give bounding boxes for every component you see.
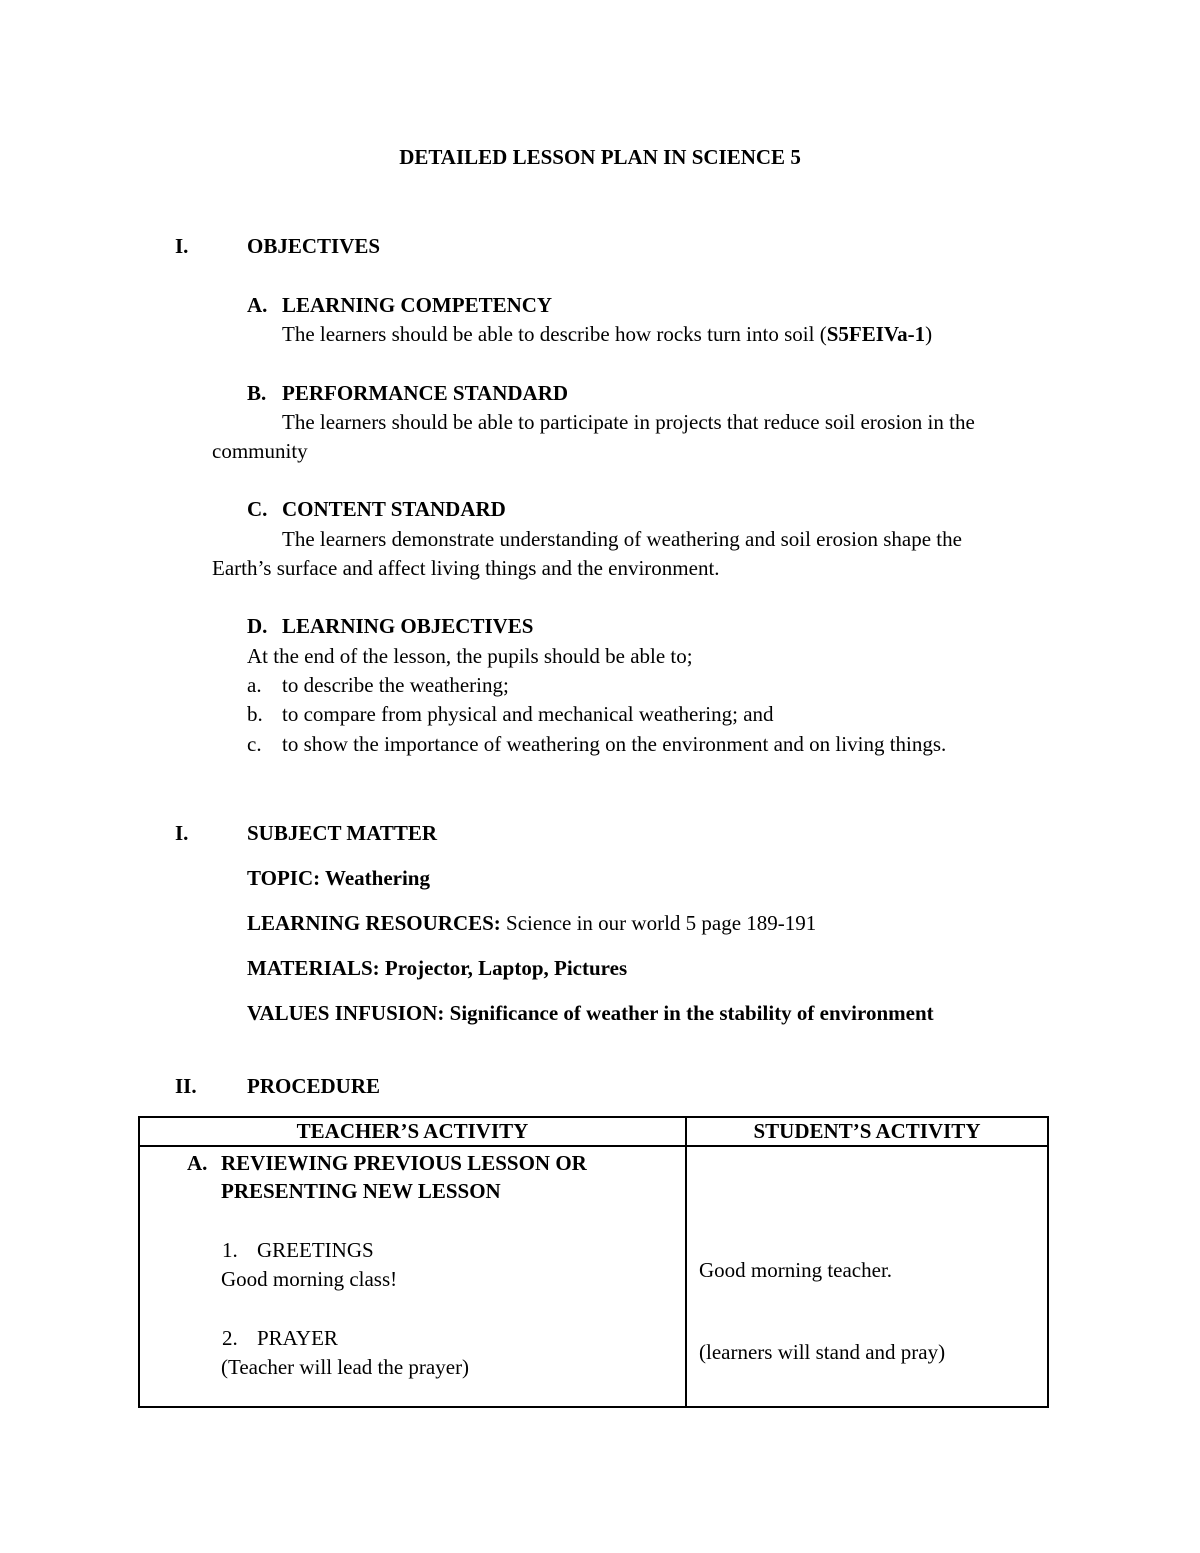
table-row [139,1146,1048,1407]
learning-competency-text [282,324,932,345]
item-letter: B. [247,381,267,405]
performance-standard-line1: The learners should be able to participate in projects that reduce soil erosion in the [282,410,975,434]
materials-line: MATERIALS: Projector, Laptop, Pictures [247,956,628,980]
performance-standard-line2: community [212,439,308,463]
competency-code: S5FEIVa-1 [826,322,926,346]
learning-competency-heading: LEARNING COMPETENCY [282,293,553,317]
content-standard-line2: Earth’s surface and affect living things and the environment. [212,556,720,580]
values-value: Significance of weather in the stability of environment [444,1001,934,1025]
student-activity-cell [686,1146,1048,1407]
resources-label: LEARNING RESOURCES: [247,911,501,935]
item-letter: C. [247,497,268,521]
topic-line: TOPIC: Weathering [247,866,430,890]
section-title-line1: REVIEWING PREVIOUS LESSON OR [221,1151,587,1175]
list-item: to describe the weathering; [282,673,509,697]
prayer-text: (Teacher will lead the prayer) [221,1355,470,1379]
learning-objectives-heading: LEARNING OBJECTIVES [282,614,534,638]
section-letter: A. [187,1151,208,1175]
greetings-text: Good morning class! [221,1267,398,1291]
teacher-activity-cell [139,1146,686,1407]
performance-standard-heading: PERFORMANCE STANDARD [282,381,569,405]
item-letter: D. [247,614,268,638]
student-prayer-reply: (learners will stand and pray) [699,1340,946,1364]
list-marker: 2. [222,1326,238,1350]
procedure-table [138,1116,1049,1408]
resources-line [247,913,816,934]
section-heading-procedure: PROCEDURE [247,1074,381,1098]
section-number: I. [175,234,189,258]
table-header-row [139,1117,1048,1146]
section-number: I. [175,821,189,845]
student-greeting-reply: Good morning teacher. [699,1258,893,1282]
content-standard-heading: CONTENT STANDARD [282,497,506,521]
item-letter: A. [247,293,268,317]
competency-close: ) [925,322,933,346]
values-label: VALUES INFUSION: [247,1001,445,1025]
page-title: DETAILED LESSON PLAN IN SCIENCE 5 [399,145,801,169]
section-heading-subject-matter: SUBJECT MATTER [247,821,438,845]
list-marker: 1. [222,1238,238,1262]
resources-value: Science in our world 5 page 189-191 [500,911,817,935]
list-marker: c. [247,732,262,756]
column-header-teacher: TEACHER’S ACTIVITY [139,1117,686,1146]
column-header-student: STUDENT’S ACTIVITY [686,1117,1048,1146]
content-standard-line1: The learners demonstrate understanding of weathering and soil erosion shape the [282,527,962,551]
section-heading-objectives: OBJECTIVES [247,234,381,258]
list-item: to compare from physical and mechanical weathering; and [282,702,774,726]
competency-text: The learners should be able to describe how rocks turn into soil ( [282,322,827,346]
learning-objectives-intro: At the end of the lesson, the pupils should be able to; [247,644,693,668]
list-marker: b. [247,702,263,726]
prayer-heading: PRAYER [257,1326,338,1350]
list-marker: a. [247,673,262,697]
greetings-heading: GREETINGS [257,1238,374,1262]
list-item: to show the importance of weathering on the environment and on living things. [282,732,947,756]
section-title-line2: PRESENTING NEW LESSON [221,1179,501,1203]
section-number: II. [175,1074,197,1098]
values-line [247,1003,934,1024]
